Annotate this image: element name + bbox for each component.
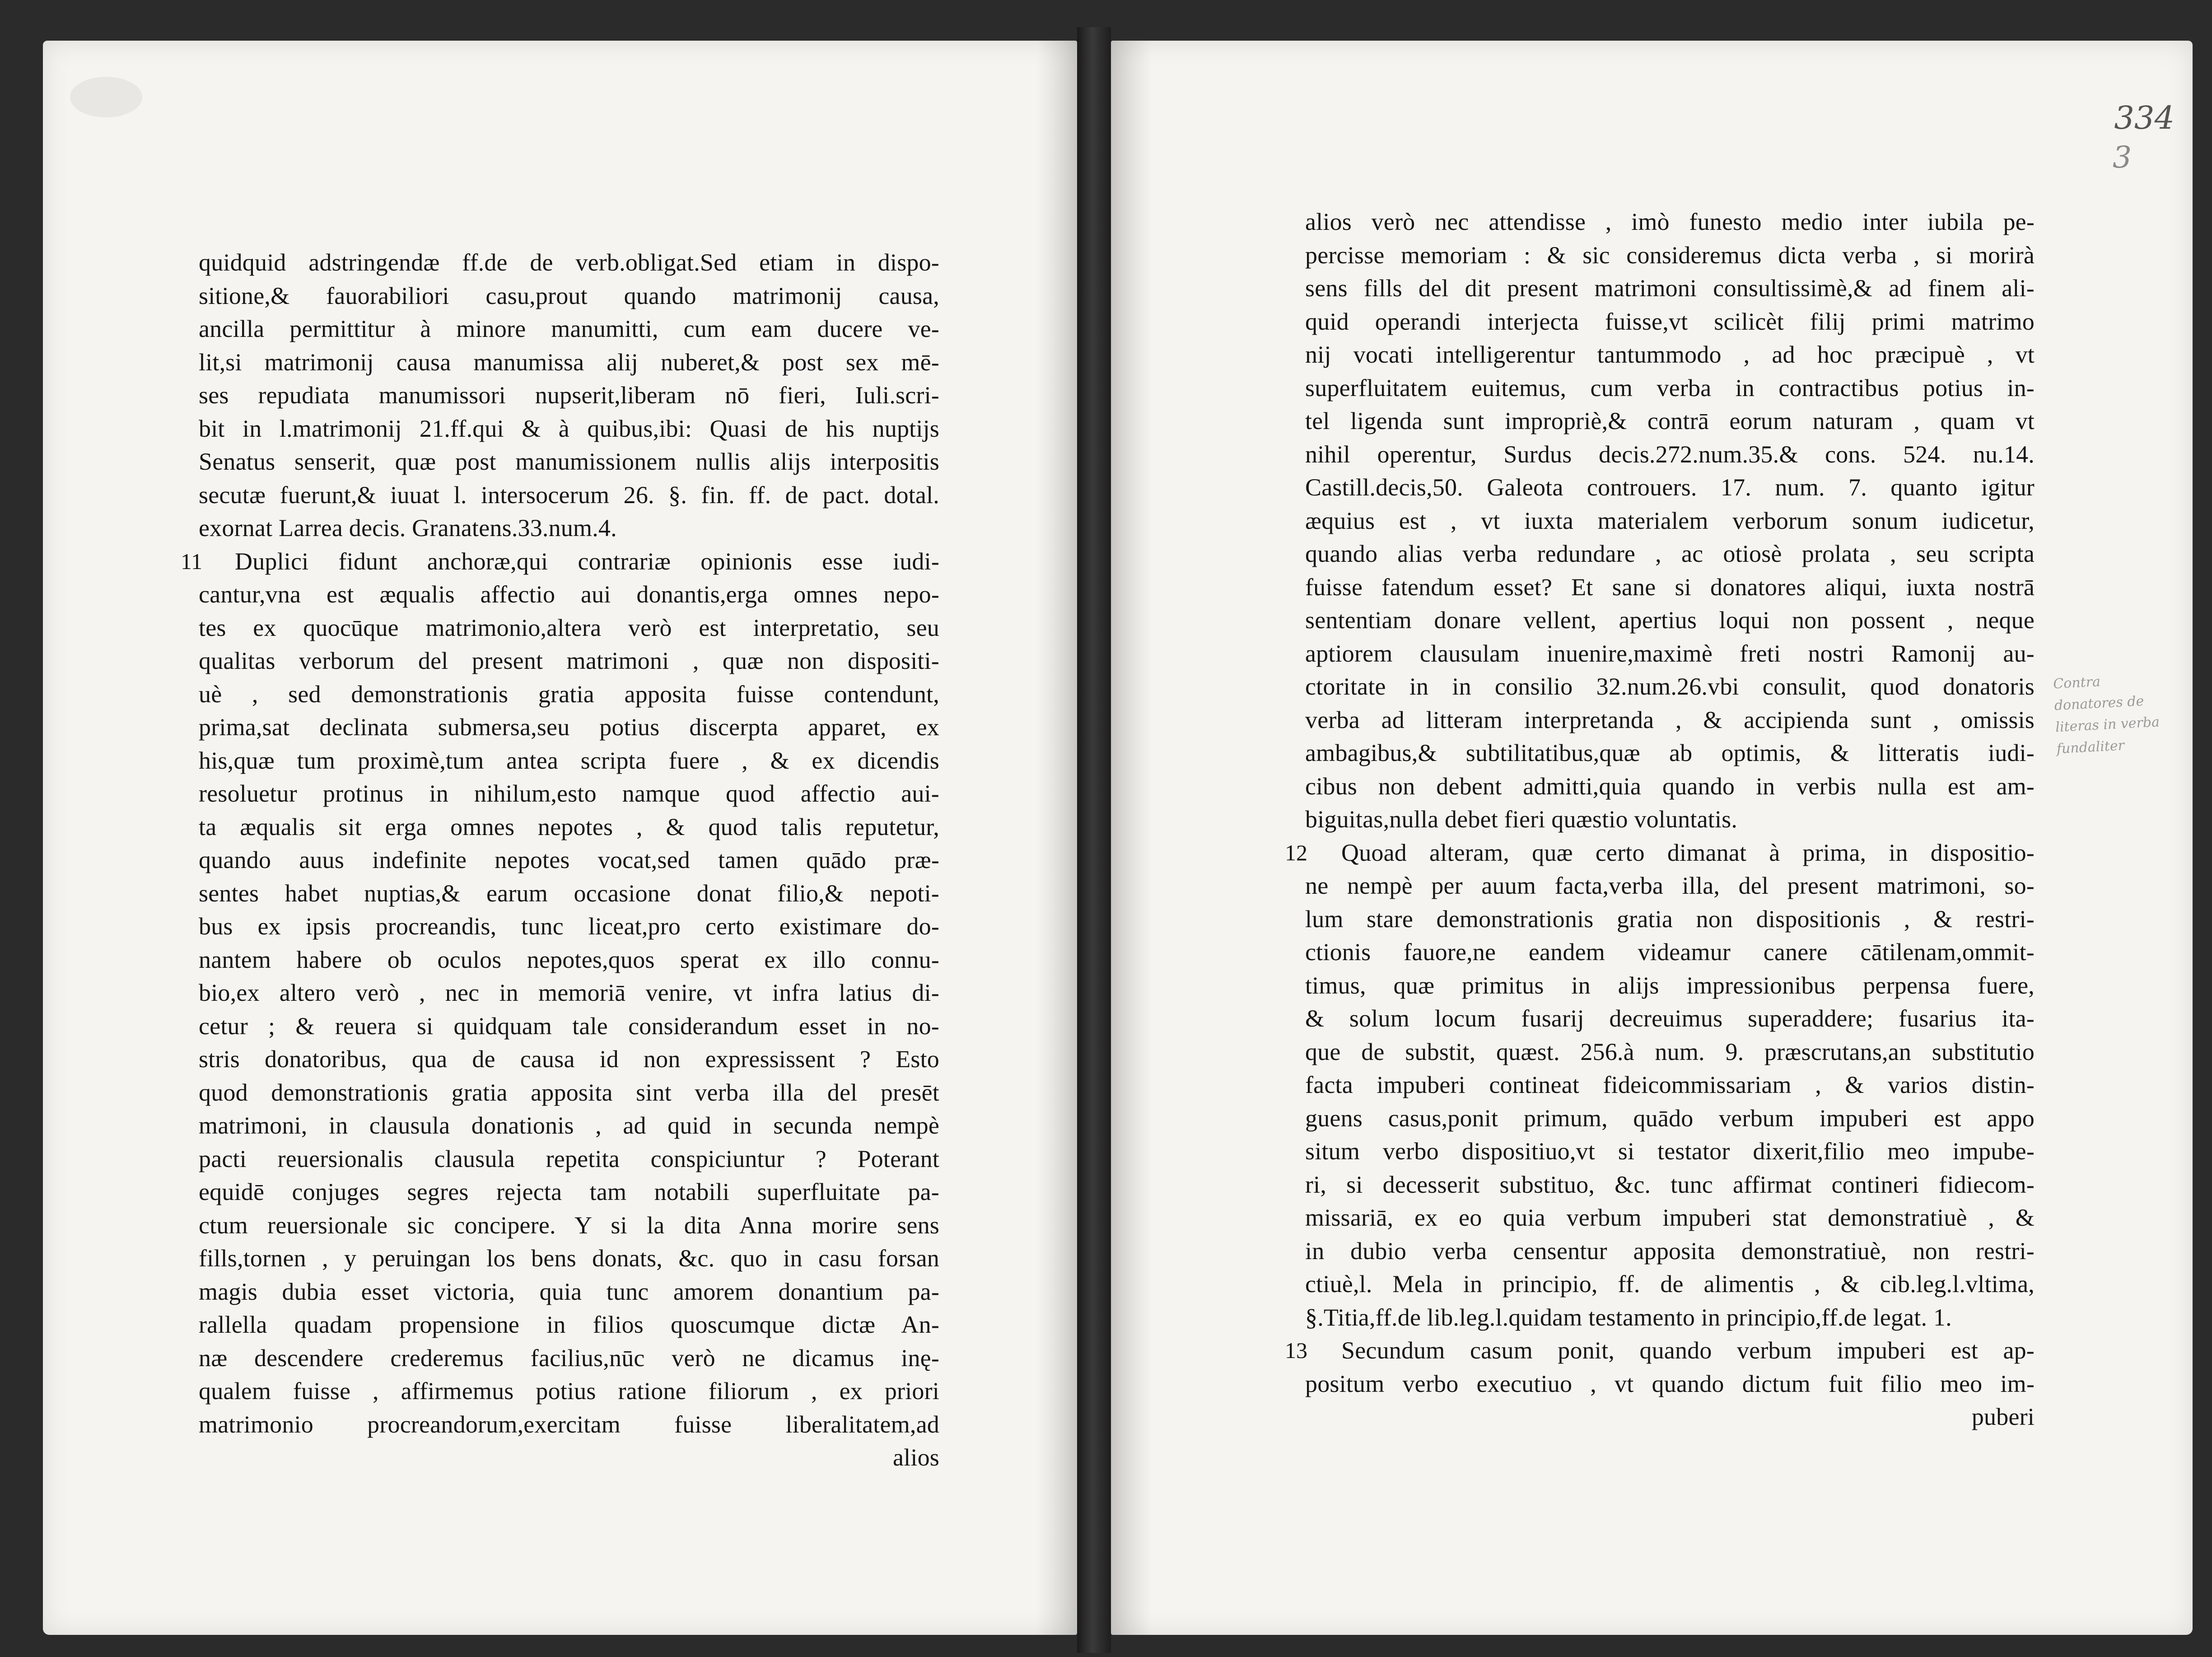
text-line: rallella quadam propensione in filios quoscumque dictæ An- [199, 1311, 939, 1338]
text-line: quid operandi interjecta fuisse,vt scilicèt filij primi matrimo [1305, 308, 2035, 335]
text-line: Castill.decis,50. Galeota controuers. 17. num. 7. quanto igitur [1305, 474, 2035, 501]
handwritten-marginal-note: Contra donatores de literas in verba fundaliter [2053, 673, 2160, 757]
text-line: ta æqualis sit erga omnes nepotes , & quod talis reputetur, [199, 813, 939, 840]
text-line: & solum locum fusarij decreuimus superaddere; fusarius ita- [1305, 1005, 2035, 1032]
text-line: æquius est , vt iuxta materialem verborum sonum iudicetur, [1305, 507, 2035, 534]
text-line: uè , sed demonstrationis gratia apposita fuisse contendunt, [199, 680, 939, 708]
text-line: quando auus indefinite nepotes vocat,sed tamen quādo præ- [199, 846, 939, 873]
book-gutter [1077, 27, 1111, 1653]
text-line: bio,ex altero verò , nec in memoriā venire, vt infra latius di- [199, 979, 939, 1006]
text-line: nij vocati intelligerentur tantummodo , ad hoc præcipuè , vt [1305, 341, 2035, 368]
text-line: resoluetur protinus in nihilum,esto namque quod affectio aui- [199, 780, 939, 807]
text-line: sentes habet nuptias,& earum occasione donat filio,& nepoti- [199, 879, 939, 907]
text-line: ctiuè,l. Mela in principio, ff. de alimentis , & cib.leg.l.vltima, [1305, 1270, 2035, 1298]
folio-number: 334 [2114, 99, 2175, 136]
text-line: ses repudiata manumissori nupserit,liberam nō fieri, Iuli.scri- [199, 382, 939, 409]
text-line: magis dubia esset victoria, quia tunc amorem donantium pa- [199, 1278, 939, 1305]
text-line: ambagibus,& subtilitatibus,quæ ab optimis, & litteratis iudi- [1305, 739, 2035, 766]
text-line: secutæ fuerunt,& iuuat l. intersocerum 26. §. fin. ff. de pact. dotal. [199, 481, 939, 509]
text-line: timus, quæ primitus in alijs impressionibus perpensa fuere, [1305, 971, 2035, 999]
text-line: nantem habere ob oculos nepotes,quos sperat ex illo connu- [199, 946, 939, 973]
text-line: equidē conjuges segres rejecta tam notabili superfluitate pa- [199, 1178, 939, 1205]
text-line: biguitas,nulla debet fieri quæstio voluntatis. [1305, 806, 1738, 833]
right-text-column [1305, 205, 2035, 1434]
paragraph-number: 13 [1285, 1338, 1307, 1363]
text-line: prima,sat declinata submersa,seu potius discerpta apparet, ex [199, 714, 939, 741]
text-line: ne nempè per auum facta,verba illa, del present matrimoni, so- [1305, 872, 2035, 899]
manuscript-page-number: 3 [2113, 140, 2132, 175]
text-line: cetur ; & reuera si quidquam tale considerandum esset in no- [199, 1012, 939, 1040]
text-line: que de substit, quæst. 256.à num. 9. præscrutans,an substitutio [1305, 1038, 2035, 1065]
text-line: verba ad litteram interpretanda , & accipienda sunt , omissis [1305, 706, 2035, 733]
text-line: guens casus,ponit primum, quādo verbum impuberi est appo [1305, 1104, 2035, 1132]
paragraph-number: 12 [1285, 840, 1307, 865]
text-line: matrimonio procreandorum,exercitam fuisse liberalitatem,ad [199, 1410, 939, 1438]
text-line: Quoad alteram, quæ certo dimanat à prima, in dispositio- [1341, 839, 2035, 866]
left-text-column [199, 246, 939, 1475]
right-page [1111, 41, 2193, 1635]
text-line: fuisse fatendum esset? Et sane si donatores aliqui, iuxta nostrā [1305, 573, 2035, 601]
text-line: §.Titia,ff.de lib.leg.l.quidam testamento in principio,ff.de legat. 1. [1305, 1303, 1952, 1331]
text-line: qualem fuisse , affirmemus potius ratione filiorum , ex priori [199, 1377, 939, 1405]
text-line: ancilla permittitur à minore manumitti, cum eam ducere ve- [199, 315, 939, 342]
text-line: lit,si matrimonij causa manumissa alij nuberet,& post sex mē- [199, 348, 939, 376]
text-line: Senatus senserit, quæ post manumissionem nullis alijs interpositis [199, 448, 939, 475]
text-line: tes ex quocūque matrimonio,altera verò est interpretatio, seu [199, 614, 939, 641]
text-line: cantur,vna est æqualis affectio aui donantis,erga omnes nepo- [199, 581, 939, 608]
text-line: puberi [1971, 1403, 2035, 1430]
text-line: nihil operentur, Surdus decis.272.num.35.& cons. 524. nu.14. [1305, 440, 2035, 468]
text-line: facta impuberi contineat fideicommissariam , & varios distin- [1305, 1071, 2035, 1098]
text-line: matrimoni, in clausula donationis , ad quid in secunda nempè [199, 1112, 939, 1139]
text-line: sitione,& fauorabiliori casu,prout quando matrimonij causa, [199, 282, 939, 309]
text-line: fills,tornen , y peruingan los bens donats, &c. quo in casu forsan [199, 1245, 939, 1272]
text-line: quidquid adstringendæ ff.de de verb.obligat.Sed etiam in dispo- [199, 249, 939, 276]
text-line: ctionis fauore,ne eandem videamur canere cātilenam,ommit- [1305, 938, 2035, 966]
text-line: missariā, ex eo quia verbum impuberi stat demonstratiuè , & [1305, 1204, 2035, 1231]
text-line: stris donatoribus, qua de causa id non expressissent ? Esto [199, 1046, 939, 1073]
text-line: situm verbo dispositiuo,vt si testator dixerit,filio meo impube- [1305, 1138, 2035, 1165]
text-line: ctoritate in in consilio 32.num.26.vbi consulit, quod donatoris [1305, 673, 2035, 700]
text-line: quando alias verba redundare , ac otiosè prolata , seu scripta [1305, 540, 2035, 567]
text-line: aptiorem clausulam inuenire,maximè freti nostri Ramonij au- [1305, 639, 2035, 667]
paragraph-number: 11 [181, 548, 203, 574]
text-line: bus ex ipsis procreandis, tunc liceat,pro certo existimare do- [199, 913, 939, 940]
text-line: sententiam donare vellent, apertius loqui non possent , neque [1305, 607, 2035, 634]
text-line: positum verbo executiuo , vt quando dictum fuit filio meo im- [1305, 1370, 2035, 1397]
text-line: næ descendere crederemus facilius,nūc verò ne dicamus inę- [199, 1344, 939, 1372]
left-page [43, 41, 1077, 1635]
text-line: Duplici fidunt anchoræ,qui contrariæ opinionis esse iudi- [235, 547, 939, 575]
text-line: cibus non debent admitti,quia quando in verbis nulla est am- [1305, 772, 2035, 800]
text-line: alios verò nec attendisse , imò funesto medio inter iubila pe- [1305, 208, 2035, 235]
text-line: percisse memoriam : & sic consideremus dicta verba , si morirà [1305, 241, 2035, 269]
text-line: ri, si decesserit substituo, &c. tunc affirmat contineri fidiecom- [1305, 1171, 2035, 1198]
text-line: Secundum casum ponit, quando verbum impuberi est ap- [1341, 1337, 2035, 1364]
text-line: lum stare demonstrationis gratia non dispositionis , & restri- [1305, 905, 2035, 933]
text-line: his,quæ tum proximè,tum antea scripta fuere , & ex dicendis [199, 747, 939, 774]
text-line: sens fills del dit present matrimoni consultissimè,& ad finem ali- [1305, 275, 2035, 302]
paper-stain [70, 77, 142, 117]
text-line: exornat Larrea decis. Granatens.33.num.4. [199, 514, 617, 541]
text-line: quod demonstrationis gratia apposita sint verba illa del presēt [199, 1078, 939, 1106]
text-line: in dubio verba censentur apposita demonstratiuè, non restri- [1305, 1237, 2035, 1265]
text-line: tel ligenda sunt impropriè,& contrā eorum naturam , quam vt [1305, 407, 2035, 434]
text-line: alios [893, 1444, 939, 1471]
text-line: superfluitatem euitemus, cum verba in contractibus potius in- [1305, 374, 2035, 401]
text-line: ctum reuersionale sic concipere. Y si la dita Anna morire sens [199, 1211, 939, 1239]
text-line: bit in l.matrimonij 21.ff.qui & à quibus,ibi: Quasi de his nuptijs [199, 415, 939, 442]
text-line: qualitas verborum del present matrimoni , quæ non dispositi- [199, 647, 939, 674]
text-line: pacti reuersionalis clausula repetita conspiciuntur ? Poterant [199, 1145, 939, 1172]
